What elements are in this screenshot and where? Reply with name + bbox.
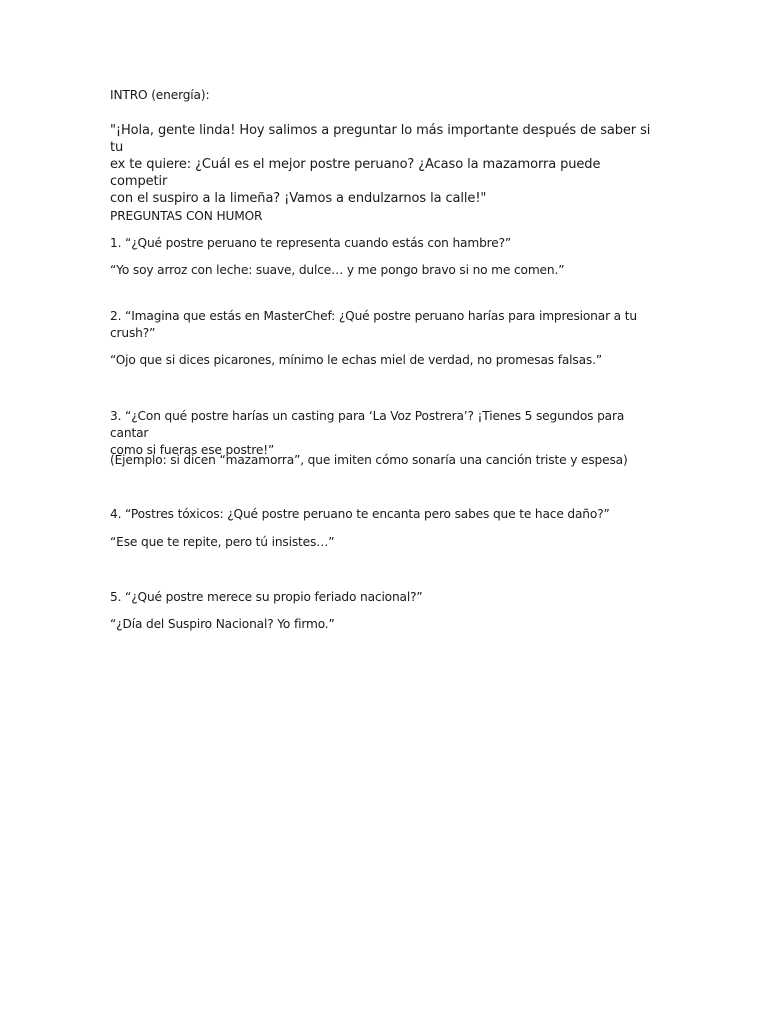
question-2 [110,308,658,342]
question-line: 2. “Imagina que estás en MasterChef: ¿Qué postre peruano harías para impresionar a tu [110,309,637,323]
answer-4: “Ese que te repite, pero tú insistes…” [110,535,335,549]
intro-paragraph [110,122,658,207]
answer-3: (Ejemplo: si dicen “mazamorra”, que imiten cómo sonaría una canción triste y espesa) [110,453,628,467]
section-heading: PREGUNTAS CON HUMOR [110,209,263,223]
intro-heading: INTRO (energía): [110,88,210,102]
intro-line: ex te quiere: ¿Cuál es el mejor postre peruano? ¿Acaso la mazamorra puede competir [110,157,601,189]
question-line: crush?” [110,326,156,340]
question-5: 5. “¿Qué postre merece su propio feriado nacional?” [110,590,423,604]
intro-line: "¡Hola, gente linda! Hoy salimos a preguntar lo más importante después de saber si tu [110,123,651,155]
answer-1: “Yo soy arroz con leche: suave, dulce… y me pongo bravo si no me comen.” [110,263,565,277]
answer-2: “Ojo que si dices picarones, mínimo le echas miel de verdad, no promesas falsas.” [110,353,603,367]
answer-5: “¿Día del Suspiro Nacional? Yo firmo.” [110,617,335,631]
question-1: 1. “¿Qué postre peruano te representa cuando estás con hambre?” [110,236,512,250]
question-3 [110,408,658,459]
question-line: como si fueras ese postre!” [110,443,275,457]
intro-line: con el suspiro a la limeña? ¡Vamos a endulzarnos la calle!" [110,191,487,206]
question-line: 3. “¿Con qué postre harías un casting para ‘La Voz Postrera’? ¡Tienes 5 segundos para cantar [110,409,625,440]
question-4: 4. “Postres tóxicos: ¿Qué postre peruano te encanta pero sabes que te hace daño?” [110,507,610,521]
